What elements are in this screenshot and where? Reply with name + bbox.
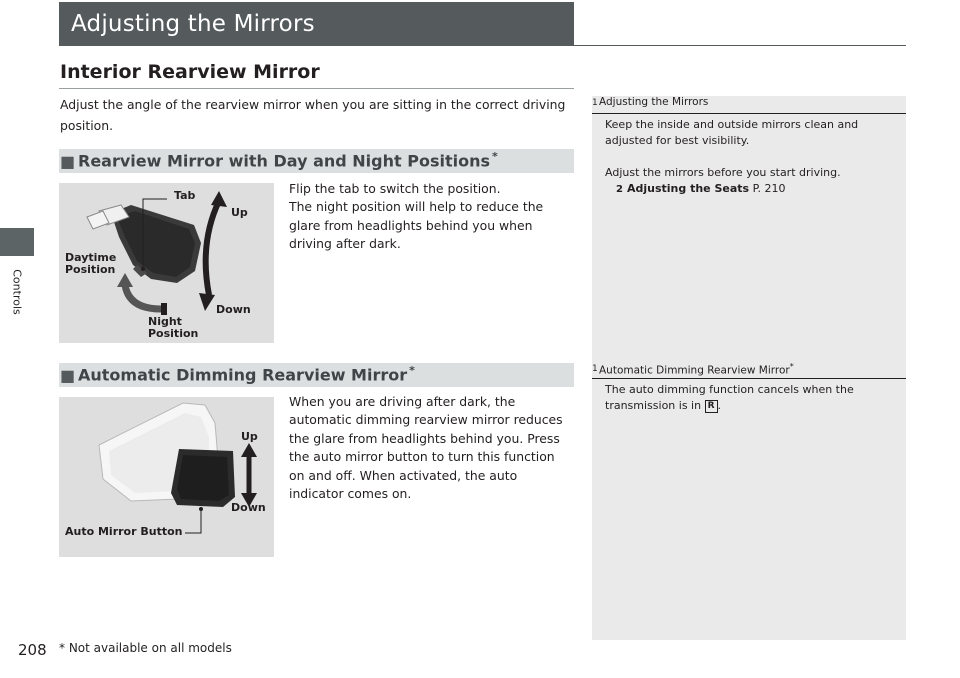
auto-dimming-description: When you are driving after dark, the automatic dimming rearview mirror reduces the glare from headlights behind you. Press the auto mirror button to turn this function on and off. When activated, the auto indicator comes on. — [289, 394, 563, 502]
subsection-title: Rearview Mirror with Day and Night Positions * — [78, 150, 498, 171]
cross-reference-link[interactable] — [616, 181, 785, 198]
reverse-gear-icon: R — [705, 400, 718, 413]
heading-divider — [59, 88, 574, 89]
note-text-auto-cancel: The auto dimming function cancels when the transmission is in R . — [605, 383, 854, 412]
asterisk-mark: * — [409, 364, 415, 377]
note-title: Adjusting the Mirrors — [599, 96, 709, 108]
auto-mirror-button-label: Auto Mirror Button — [65, 525, 183, 538]
asterisk-mark: * — [492, 150, 498, 163]
subsection-header-auto-dimming — [59, 363, 574, 387]
subsection-title: Automatic Dimming Rearview Mirror * — [78, 364, 415, 385]
up-label: Up — [241, 430, 258, 443]
page-title: Adjusting the Mirrors — [71, 11, 315, 37]
section-heading: Interior Rearview Mirror — [60, 61, 320, 83]
subsection-header-day-night — [59, 149, 574, 173]
page-number: 208 — [18, 641, 47, 659]
note-number: 1 — [592, 364, 598, 374]
note-header-adjusting-mirrors — [592, 96, 906, 114]
night-position-label: Night Position — [148, 315, 199, 340]
section-label-text: Controls — [10, 269, 24, 315]
section-side-label — [4, 262, 30, 322]
note-text-adjust-before: Adjust the mirrors before you start driving. — [605, 166, 841, 179]
note-divider — [592, 378, 906, 379]
note-number: 1 — [592, 98, 598, 108]
up-label: Up — [231, 206, 248, 219]
day-night-mirror-figure — [59, 183, 274, 343]
reference-title: Adjusting the Seats — [626, 182, 750, 195]
reference-arrow-icon: 2 — [616, 184, 623, 195]
square-bullet-icon: ■ — [60, 152, 76, 171]
note-text-clean-mirrors: Keep the inside and outside mirrors clean and adjusted for best visibility. — [605, 118, 859, 147]
daytime-position-label: Daytime Position — [65, 251, 117, 276]
day-night-description: Flip the tab to switch the position. The night position will help to reduce the glare from headlights behind you when driving after dark. — [289, 181, 544, 252]
down-label: Down — [231, 501, 266, 514]
note-divider — [592, 113, 906, 114]
intro-paragraph: Adjust the angle of the rearview mirror when you are sitting in the correct driving position. — [60, 97, 566, 133]
square-bullet-icon: ■ — [60, 366, 76, 385]
footnote: * Not available on all models — [59, 641, 232, 655]
note-title: Automatic Dimming Rearview Mirror* — [599, 362, 794, 377]
section-tab-marker — [0, 228, 34, 256]
asterisk-mark: * — [789, 362, 794, 371]
tab-label: Tab — [174, 189, 196, 202]
reference-page: P. 210 — [752, 182, 786, 195]
down-label: Down — [216, 303, 251, 316]
page-title-bar — [59, 2, 574, 46]
auto-dimming-mirror-figure — [59, 397, 274, 557]
title-divider — [574, 45, 906, 46]
